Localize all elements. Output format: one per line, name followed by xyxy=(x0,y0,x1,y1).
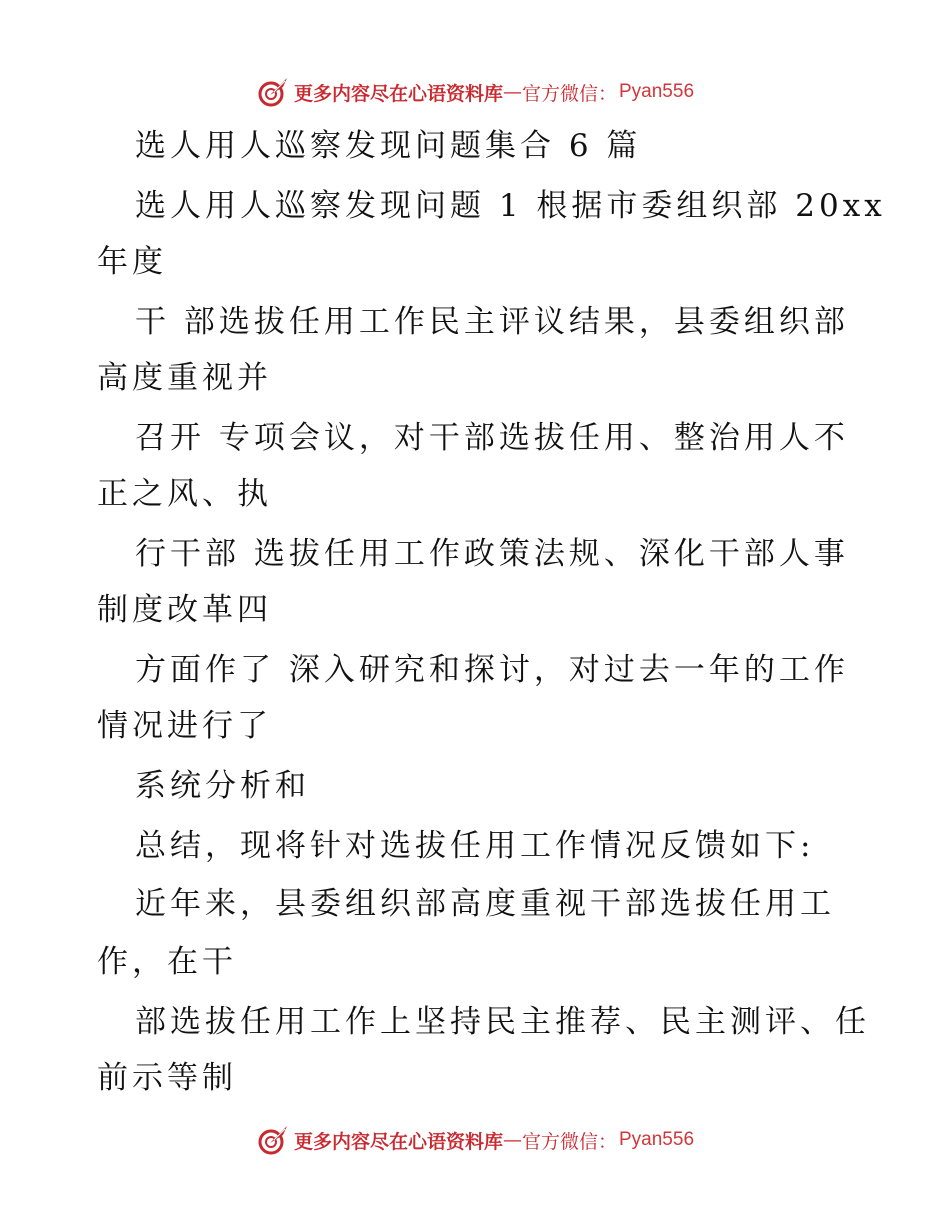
paragraph-line: 前示等制 xyxy=(97,1060,237,1096)
paragraph-line: 高度重视并 xyxy=(97,360,272,396)
header-watermark-banner xyxy=(0,72,950,112)
paragraph-line: 正之风、执 xyxy=(97,476,272,512)
site-text: 更多内容尽在心语资料库 xyxy=(293,82,503,105)
paragraph-line: 干 部选拔任用工作民主评议结果，县委组织部 xyxy=(135,304,849,340)
banner-separator: — xyxy=(502,1129,522,1151)
paragraph-line: 情况进行了 xyxy=(97,708,272,744)
quill-pen-logo-icon xyxy=(256,75,290,109)
banner-separator: — xyxy=(502,81,522,103)
wechat-account: Pyan556 xyxy=(619,81,695,102)
quill-pen-logo-icon xyxy=(256,1123,290,1157)
paragraph-line: 系统分析和 xyxy=(135,768,310,804)
paragraph-line: 作，在干 xyxy=(97,944,237,980)
wechat-label: 官方微信： xyxy=(521,1130,617,1153)
paragraph-line: 方面作了 深入研究和探讨，对过去一年的工作 xyxy=(135,652,849,688)
wechat-account: Pyan556 xyxy=(619,1129,695,1150)
paragraph-line: 选人用人巡察发现问题 1 根据市委组织部 20xx xyxy=(135,188,886,224)
paragraph-line: 制度改革四 xyxy=(97,592,272,628)
paragraph-line: 年度 xyxy=(97,244,167,280)
paragraph-line: 部选拔任用工作上坚持民主推荐、民主测评、任 xyxy=(135,1004,870,1040)
paragraph-line: 总结，现将针对选拔任用工作情况反馈如下: xyxy=(135,828,815,864)
wechat-label: 官方微信： xyxy=(521,82,617,105)
paragraph-line: 近年来，县委组织部高度重视干部选拔任用工 xyxy=(135,886,835,922)
site-text: 更多内容尽在心语资料库 xyxy=(293,1130,503,1153)
paragraph-line: 行干部 选拔任用工作政策法规、深化干部人事 xyxy=(135,536,849,572)
footer-watermark-banner xyxy=(0,1120,950,1160)
document-title: 选人用人巡察发现问题集合 6 篇 xyxy=(135,128,642,164)
paragraph-line: 召开 专项会议，对干部选拔任用、整治用人不 xyxy=(135,420,849,456)
